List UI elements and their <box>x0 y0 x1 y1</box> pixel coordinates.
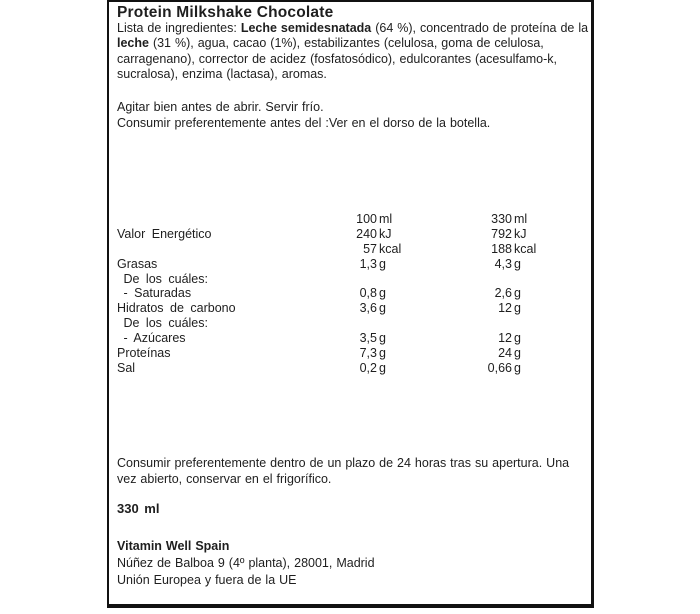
row-label: - Saturadas <box>117 286 192 301</box>
ingredient-leche-bold: leche <box>117 36 149 51</box>
value-100ml: 57 <box>363 241 377 256</box>
value-100ml: 0,2 <box>359 360 377 375</box>
value-330ml: 2,6 <box>494 286 512 301</box>
nutrition-row-salt <box>117 361 577 376</box>
manufacturer-block <box>117 538 589 590</box>
unit-100ml: kJ <box>379 226 392 241</box>
nutrition-row-fat <box>117 257 577 272</box>
col-330ml-header-unit: ml <box>514 212 528 226</box>
unit-330ml: g <box>514 360 521 375</box>
nutrition-row-sugars <box>117 331 577 346</box>
row-label: Proteínas <box>117 346 171 361</box>
manufacturer-address: Núñez de Balboa 9 (4º planta), 28001, Madrid <box>117 556 375 571</box>
unit-100ml: g <box>379 360 386 375</box>
value-330ml: 188 <box>491 241 512 256</box>
value-330ml: 24 <box>498 346 512 361</box>
ingredients-paragraph <box>117 21 589 83</box>
nutrition-row-energy-kj <box>117 227 577 242</box>
col-100ml-header-unit: ml <box>379 212 393 226</box>
col-330ml-header-value: 330 <box>491 212 512 226</box>
product-label-box <box>107 0 594 608</box>
unit-100ml: g <box>379 301 386 316</box>
value-330ml: 12 <box>498 331 512 346</box>
unit-330ml: kcal <box>514 241 537 256</box>
nutrition-row-saturates <box>117 286 577 301</box>
unit-100ml: g <box>379 331 386 346</box>
unit-330ml: g <box>514 286 521 301</box>
nutrition-row-carbohydrate <box>117 301 577 316</box>
product-title: Protein Milkshake Chocolate <box>117 4 334 21</box>
ingredients-mid: (64 %), concentrado de proteína de la <box>371 21 589 35</box>
unit-100ml: g <box>379 256 386 271</box>
nutrition-header-row <box>117 212 577 227</box>
value-100ml: 240 <box>356 226 377 241</box>
storage-instructions <box>117 99 589 132</box>
after-opening-note: Consumir preferentemente dentro de un plazo de 24 horas tras su apertura. Una vez abierto, conservar en el frigorífico. <box>117 456 570 486</box>
unit-100ml: kcal <box>379 241 402 256</box>
ingredient-milk-bold: Leche semidesnatada <box>240 21 372 35</box>
unit-330ml: g <box>514 301 521 316</box>
nutrition-row-energy-kcal <box>117 242 577 257</box>
row-label: De los cuáles: <box>117 316 208 331</box>
value-100ml: 7,3 <box>359 346 377 361</box>
nutrition-row-of-which-2 <box>117 316 577 331</box>
value-330ml: 12 <box>498 301 512 316</box>
row-label: Hidratos de carbono <box>117 301 236 316</box>
value-100ml: 3,6 <box>359 301 377 316</box>
value-330ml: 0,66 <box>487 360 512 375</box>
row-label: Valor Energético <box>117 226 212 241</box>
ingredients-rest: (31 %), agua, cacao (1%), estabilizantes (celulosa, goma de celulosa, carragenano), corrector de acidez (fosfatosódico), edulcorantes (acesulfamo-k, sucralosa), enzima (lactasa), aromas. <box>117 36 558 82</box>
value-100ml: 0,8 <box>359 286 377 301</box>
nutrition-table <box>117 212 577 376</box>
unit-330ml: kJ <box>514 226 527 241</box>
value-100ml: 1,3 <box>359 256 377 271</box>
value-100ml: 3,5 <box>359 331 377 346</box>
row-label: Grasas <box>117 256 158 271</box>
unit-330ml: g <box>514 256 521 271</box>
nutrition-row-protein <box>117 346 577 361</box>
unit-330ml: g <box>514 331 521 346</box>
ingredients-prefix: Lista de ingredientes: <box>117 21 241 35</box>
row-label: - Azúcares <box>117 331 186 346</box>
unit-330ml: g <box>514 346 521 361</box>
row-label: Sal <box>117 360 136 375</box>
unit-100ml: g <box>379 286 386 301</box>
net-volume: 330 ml <box>117 501 160 516</box>
col-100ml-header-value: 100 <box>356 212 377 226</box>
best-before-instruction: Consumir preferentemente antes del :Ver en el dorso de la botella. <box>117 116 491 131</box>
value-330ml: 4,3 <box>494 256 512 271</box>
manufacturer-name: Vitamin Well Spain <box>117 539 230 553</box>
value-330ml: 792 <box>491 226 512 241</box>
manufacturer-region: Unión Europea y fuera de la UE <box>117 573 297 588</box>
nutrition-row-of-which-1 <box>117 272 577 287</box>
row-label: De los cuáles: <box>117 271 208 286</box>
shake-instruction: Agitar bien antes de abrir. Servir frío. <box>117 100 324 114</box>
unit-100ml: g <box>379 346 386 361</box>
